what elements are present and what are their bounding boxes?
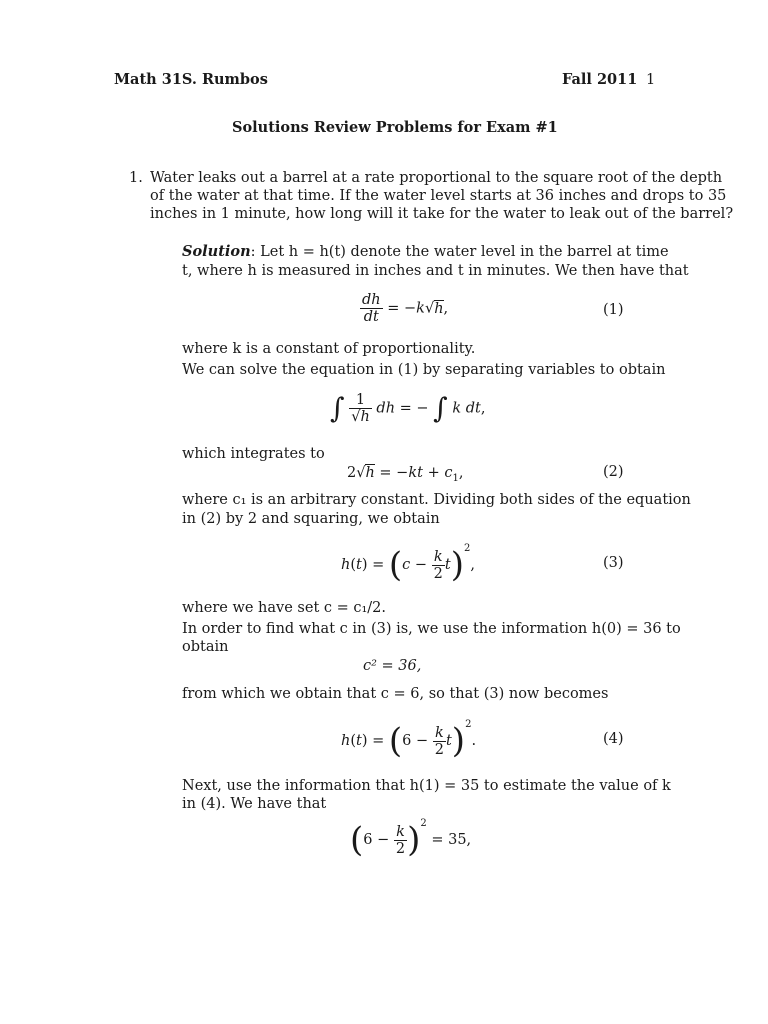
after-equation-3: where we have set c = c₁/2.	[182, 600, 387, 616]
fraction-k-over-2: $\frac{k}{2}$	[433, 548, 443, 582]
equation-1-tag: (1)	[603, 302, 624, 318]
fraction-k-over-2-final: $\frac{k}{2}$	[395, 823, 406, 857]
separate-variables-text: We can solve the equation in (1) by separating variables to obtain	[182, 362, 666, 378]
equation-3-tag: (3)	[603, 555, 624, 571]
problem-line-2: of the water at that time. If the water level starts at 36 inches and drops to 35	[150, 188, 727, 204]
find-c-line-2: obtain	[182, 639, 229, 655]
equation-4: h(t) = (6 − $\frac{k}{2}$ t)$^2$.	[341, 719, 477, 761]
equation-c-squared: c² = 36,	[363, 658, 422, 674]
from-which-text: from which we obtain that c = 6, so that (3) now becomes	[182, 686, 609, 702]
page-number: 1	[646, 72, 656, 88]
solution-label: Solution	[182, 243, 251, 260]
document-title: Solutions Review Problems for Exam #1	[232, 119, 558, 136]
fraction-one-over-sqrt-h: $\frac{1}{√h}$	[351, 392, 370, 425]
equation-1: $\frac{dh}{dt}$ = −k√h,	[362, 292, 449, 325]
integrates-text: which integrates to	[182, 446, 325, 462]
find-c-line-1: In order to find what c in (3) is, we use the information h(0) = 36 to	[182, 621, 681, 637]
fraction-k-over-2-eq4: $\frac{k}{2}$	[434, 724, 444, 758]
equation-3: h(t) = (c − $\frac{k}{2}$ t)$^2$,	[341, 543, 475, 585]
problem-number: 1.	[129, 170, 143, 186]
after-equation-2-line-1: where c₁ is an arbitrary constant. Dividing both sides of the equation	[182, 492, 691, 508]
equation-2: $2√h = -kt + c_1$,	[347, 465, 464, 484]
fraction-dh-dt: $\frac{dh}{dt}$	[362, 292, 381, 325]
next-line-1: Next, use the information that h(1) = 35 to estimate the value of k	[182, 778, 671, 794]
integral-equation: ∫ $\frac{1}{√h}$ dh = − ∫ k dt,	[330, 391, 486, 425]
problem-line-3: inches in 1 minute, how long will it take for the water to leak out of the barrel?	[150, 206, 734, 222]
solution-intro-line-1	[182, 243, 669, 261]
next-line-2: in (4). We have that	[182, 796, 327, 812]
solution-intro-text: : Let h = h(t) denote the water level in the barrel at time	[250, 244, 669, 260]
equation-4-tag: (4)	[603, 731, 624, 747]
after-equation-1: where k is a constant of proportionality.	[182, 341, 476, 357]
equation-2-tag: (2)	[603, 464, 624, 480]
term-header: Fall 2011	[562, 71, 638, 88]
equation-final: (6 − $\frac{k}{2}$ )$^2$ = 35,	[350, 818, 472, 860]
problem-line-1: Water leaks out a barrel at a rate proportional to the square root of the depth	[150, 170, 723, 186]
after-equation-2-line-2: in (2) by 2 and squaring, we obtain	[182, 511, 440, 527]
solution-intro-line-2: t, where h is measured in inches and t in minutes. We then have that	[182, 263, 689, 279]
course-header: Math 31S. Rumbos	[114, 71, 268, 88]
